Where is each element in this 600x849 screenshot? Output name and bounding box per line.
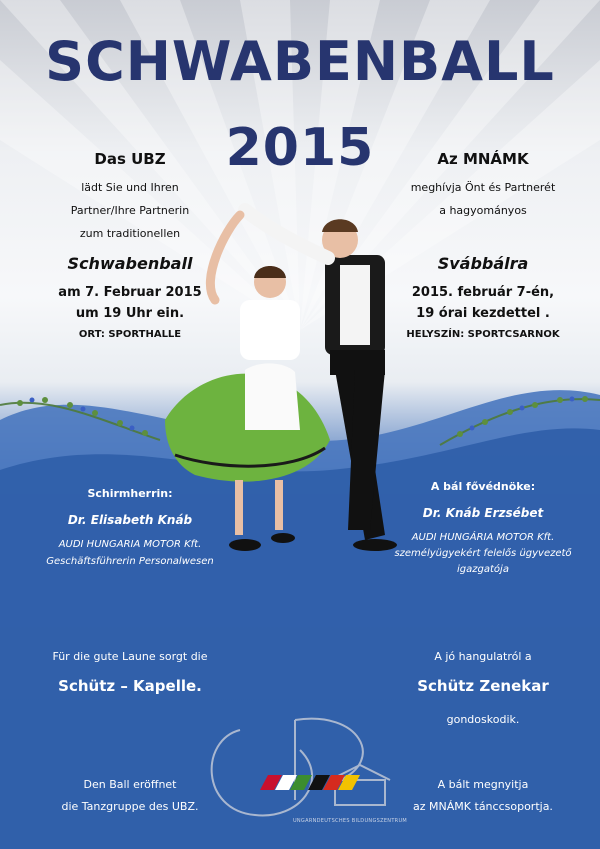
- hu-music-outro: gondoskodik.: [446, 713, 520, 726]
- hu-patron-label: A bál fővédnöke:: [430, 480, 536, 493]
- hu-patron-line1: AUDI HUNGÁRIA MOTOR Kft.: [411, 532, 555, 543]
- hu-open-1: A bált megnyitja: [437, 778, 529, 791]
- de-patron-line2: Geschäftsführerin Personalwesen: [46, 556, 214, 567]
- hu-invite-2: a hagyományos: [439, 204, 527, 217]
- poster-title: SCHWABENBALL: [45, 30, 555, 93]
- de-invite-3: zum traditionellen: [79, 227, 181, 240]
- hu-org: Az MNÁMK: [437, 150, 529, 168]
- de-event: Schwabenball: [67, 254, 193, 273]
- hu-music-intro: A jó hangulatról a: [434, 650, 532, 663]
- hu-patron-block: [378, 480, 588, 575]
- hu-opening-block: [378, 778, 588, 813]
- hu-band: Schütz Zenekar: [417, 677, 549, 695]
- de-patron-block: [30, 487, 230, 567]
- de-invite-1: lädt Sie und Ihren: [81, 181, 179, 194]
- hu-event: Svábbálra: [437, 254, 529, 273]
- hu-invite-1: meghívja Önt és Partnerét: [410, 181, 556, 194]
- de-patron-name: Dr. Elisabeth Knáb: [67, 513, 193, 527]
- hu-place: HELYSZÍN: SPORTCSARNOK: [406, 329, 560, 340]
- de-band: Schütz – Kapelle.: [58, 677, 202, 695]
- de-place: ORT: SPORTHALLE: [78, 329, 182, 340]
- de-open-1: Den Ball eröffnet: [83, 778, 177, 791]
- de-opening-block: [30, 778, 230, 813]
- hu-time: 19 órai kezdettel .: [416, 306, 550, 321]
- de-open-2: die Tanzgruppe des UBZ.: [61, 800, 199, 813]
- logo-caption: UNGARNDEUTSCHES BILDUNGSZENTRUM: [292, 818, 408, 824]
- hu-open-2: az MNÁMK tánccsoportja.: [413, 800, 553, 813]
- de-patron-label: Schirmherrin:: [87, 487, 173, 500]
- hu-top-block: [378, 150, 588, 340]
- poster-year: 2015: [225, 118, 375, 178]
- hu-patron-line3: igazgatója: [457, 564, 509, 575]
- de-time: um 19 Uhr ein.: [75, 306, 185, 321]
- de-date: am 7. Februar 2015: [58, 285, 202, 300]
- de-patron-line1: AUDI HUNGARIA MOTOR Kft.: [58, 539, 202, 550]
- de-music-intro: Für die gute Laune sorgt die: [52, 650, 208, 663]
- de-invite-2: Partner/Ihre Partnerin: [70, 204, 190, 217]
- de-org: Das UBZ: [94, 150, 166, 168]
- hu-music-block: [378, 650, 588, 726]
- hu-patron-line2: személyügyekért felelős ügyvezető: [394, 548, 572, 559]
- de-top-block: [30, 150, 230, 340]
- hu-date: 2015. február 7-én,: [411, 285, 555, 300]
- de-music-block: [30, 650, 230, 695]
- hu-patron-name: Dr. Knáb Erzsébet: [422, 506, 544, 520]
